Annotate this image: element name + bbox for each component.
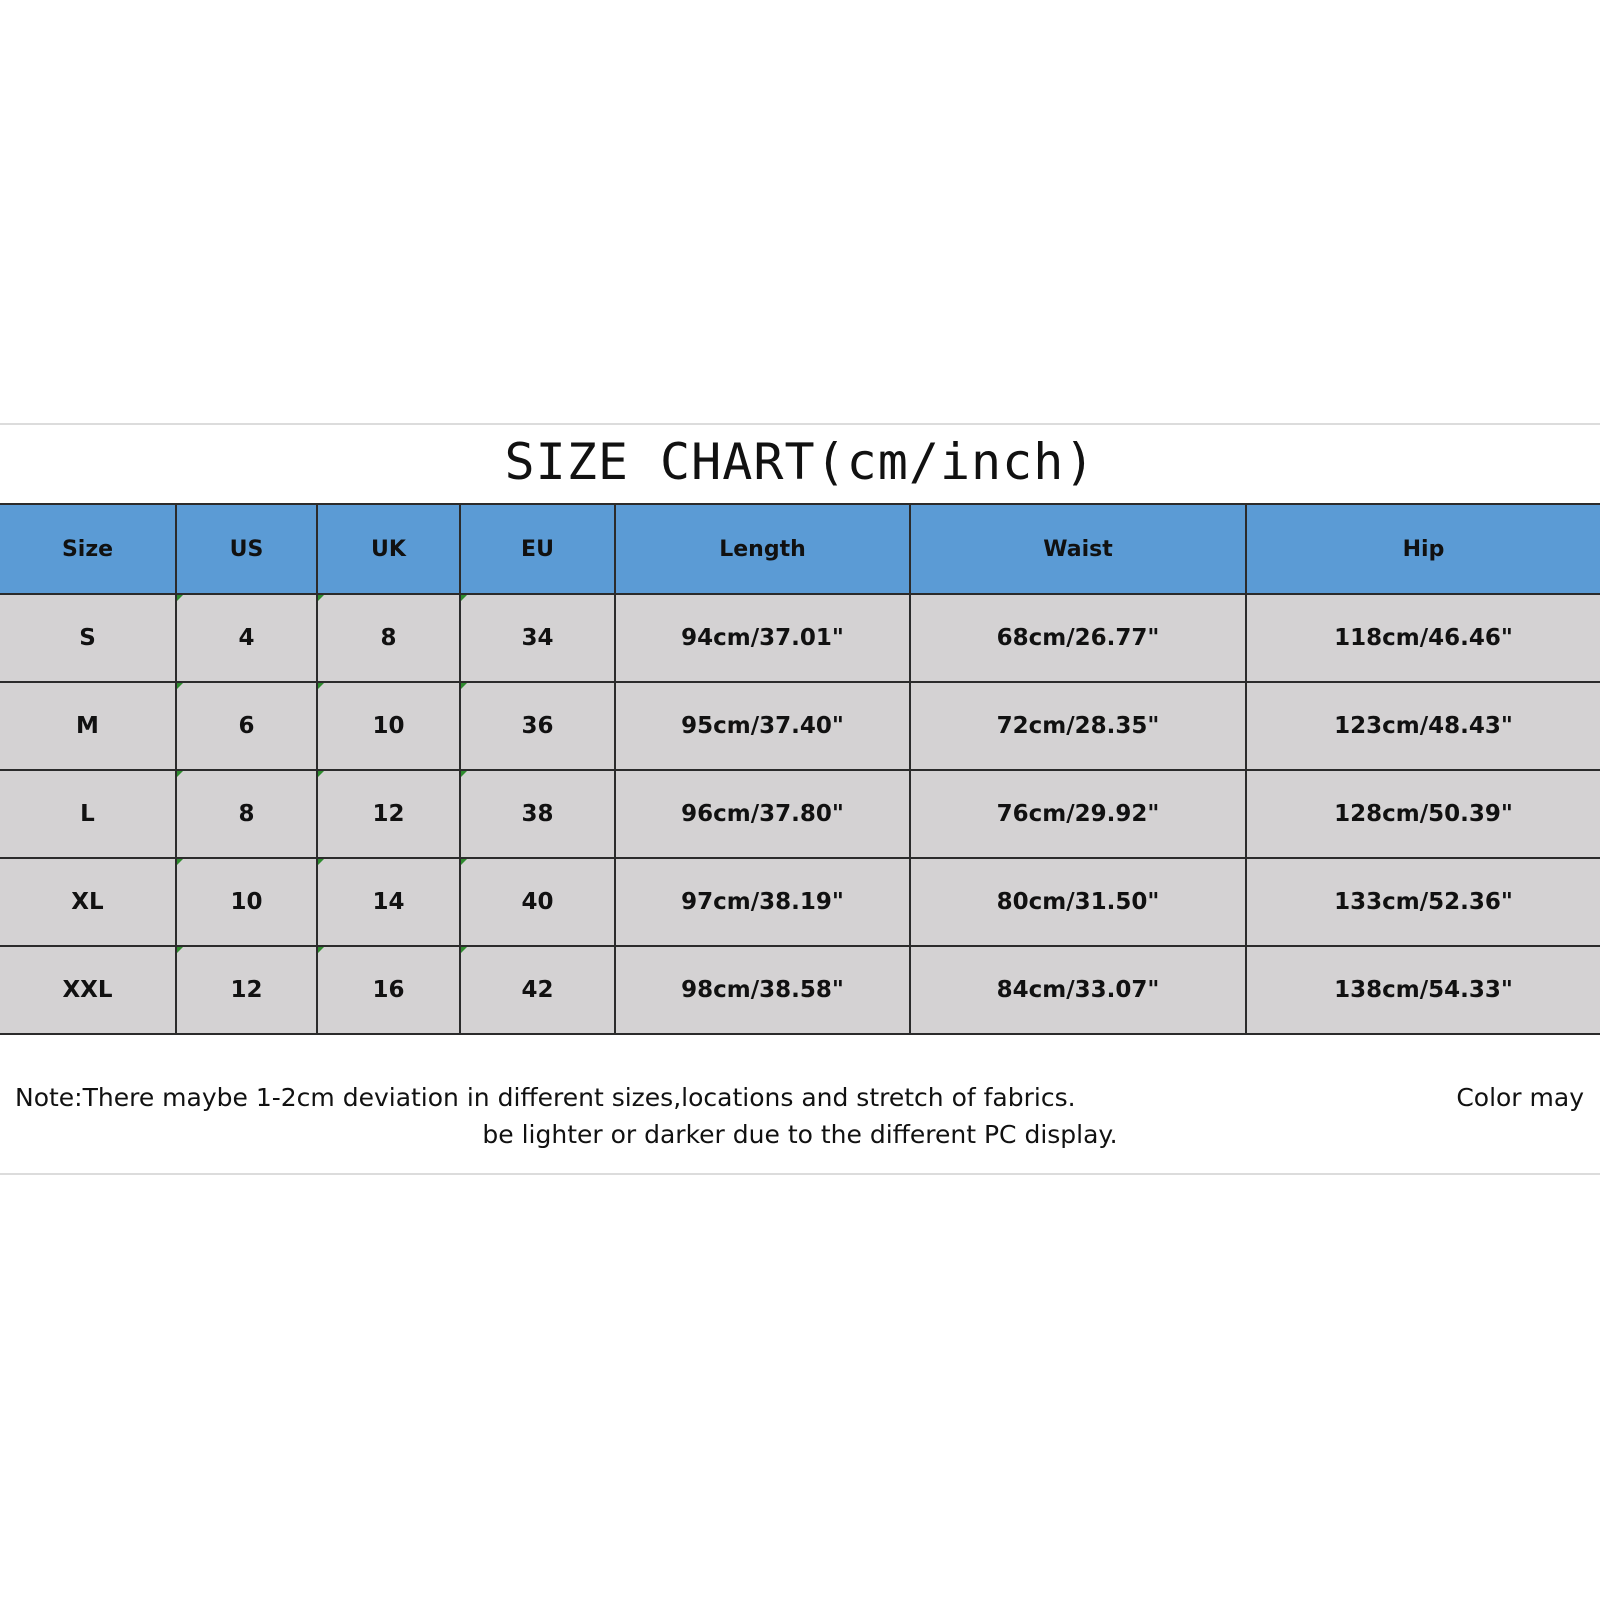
header-length: Length xyxy=(615,504,910,594)
cell-waist: 80cm/31.50" xyxy=(910,858,1246,946)
cell-size: L xyxy=(0,770,176,858)
header-hip: Hip xyxy=(1246,504,1600,594)
cell-hip: 118cm/46.46" xyxy=(1246,594,1600,682)
header-eu: EU xyxy=(460,504,615,594)
cell-eu: 34 xyxy=(460,594,615,682)
table-row xyxy=(0,682,1600,770)
cell-uk: 14 xyxy=(317,858,460,946)
cell-hip: 138cm/54.33" xyxy=(1246,946,1600,1034)
cell-uk: 8 xyxy=(317,594,460,682)
cell-length: 94cm/37.01" xyxy=(615,594,910,682)
table-header-row xyxy=(0,504,1600,594)
size-chart-panel xyxy=(0,423,1600,1175)
table-row xyxy=(0,594,1600,682)
header-waist: Waist xyxy=(910,504,1246,594)
size-chart-table xyxy=(0,503,1600,1035)
cell-waist: 68cm/26.77" xyxy=(910,594,1246,682)
cell-length: 97cm/38.19" xyxy=(615,858,910,946)
cell-us: 6 xyxy=(176,682,317,770)
cell-size: S xyxy=(0,594,176,682)
cell-eu: 36 xyxy=(460,682,615,770)
cell-size: XL xyxy=(0,858,176,946)
cell-us: 10 xyxy=(176,858,317,946)
cell-length: 98cm/38.58" xyxy=(615,946,910,1034)
cell-eu: 40 xyxy=(460,858,615,946)
cell-us: 8 xyxy=(176,770,317,858)
cell-waist: 76cm/29.92" xyxy=(910,770,1246,858)
header-size: Size xyxy=(0,504,176,594)
header-us: US xyxy=(176,504,317,594)
note-deviation-text: Note:There maybe 1-2cm deviation in different sizes,locations and stretch of fabrics. xyxy=(15,1083,1076,1112)
table-row xyxy=(0,770,1600,858)
table-row xyxy=(0,946,1600,1034)
cell-uk: 10 xyxy=(317,682,460,770)
size-chart-title: SIZE CHART(cm/inch) xyxy=(504,433,1096,491)
cell-uk: 12 xyxy=(317,770,460,858)
cell-waist: 72cm/28.35" xyxy=(910,682,1246,770)
cell-length: 96cm/37.80" xyxy=(615,770,910,858)
cell-waist: 84cm/33.07" xyxy=(910,946,1246,1034)
cell-eu: 42 xyxy=(460,946,615,1034)
note-color-text: Color may xyxy=(1456,1083,1584,1112)
table-row xyxy=(0,858,1600,946)
header-uk: UK xyxy=(317,504,460,594)
cell-length: 95cm/37.40" xyxy=(615,682,910,770)
cell-us: 4 xyxy=(176,594,317,682)
cell-hip: 123cm/48.43" xyxy=(1246,682,1600,770)
cell-hip: 133cm/52.36" xyxy=(1246,858,1600,946)
cell-size: M xyxy=(0,682,176,770)
cell-us: 12 xyxy=(176,946,317,1034)
cell-size: XXL xyxy=(0,946,176,1034)
cell-uk: 16 xyxy=(317,946,460,1034)
size-note xyxy=(0,1083,1600,1163)
cell-hip: 128cm/50.39" xyxy=(1246,770,1600,858)
note-display-text: be lighter or darker due to the different PC display. xyxy=(482,1120,1118,1149)
cell-eu: 38 xyxy=(460,770,615,858)
